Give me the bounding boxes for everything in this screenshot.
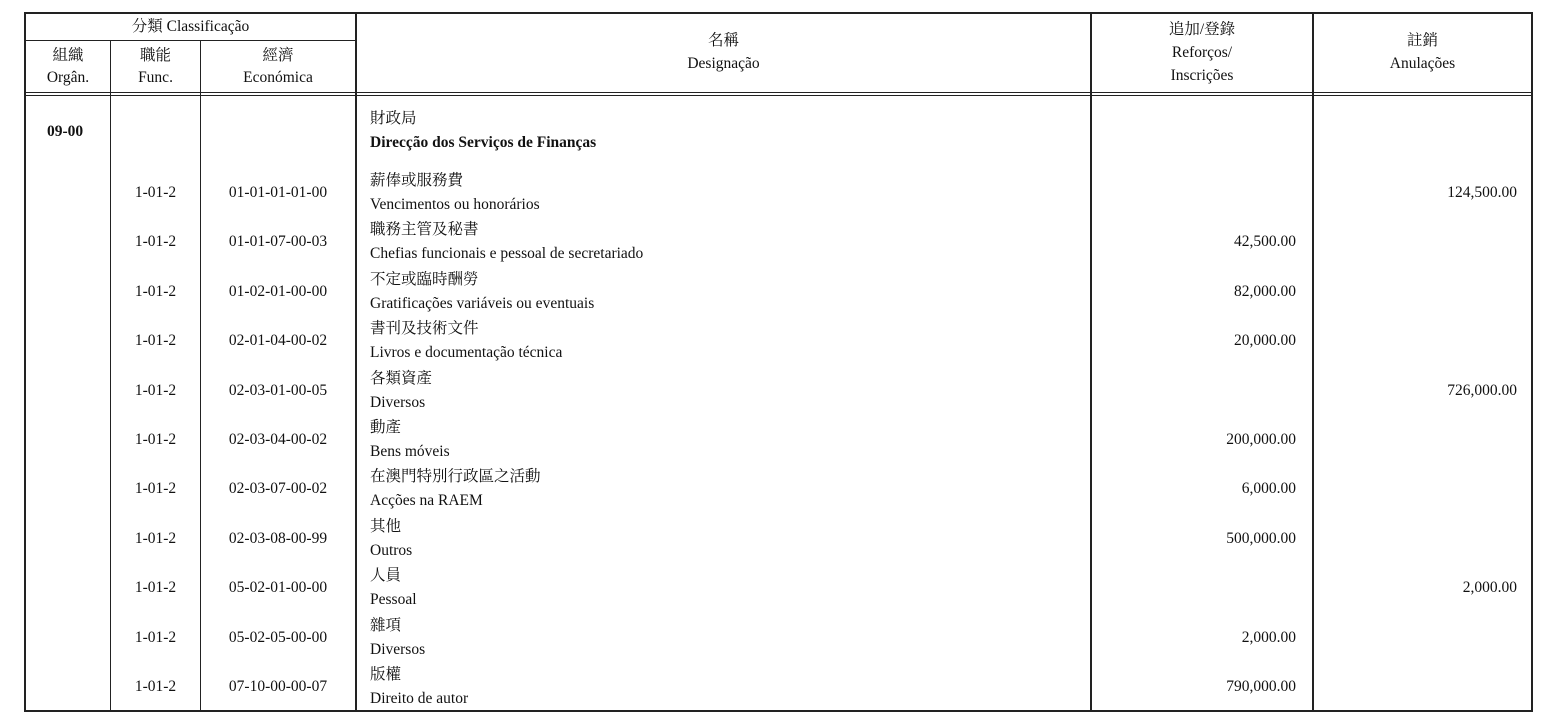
- header-econ-pt: Económica: [243, 69, 313, 86]
- rule-bottom: [24, 710, 1533, 712]
- header-name-pt: Designação: [687, 55, 760, 72]
- header-name-zh: 名稱: [707, 32, 739, 49]
- header-reinf-pt2: Inscrições: [1170, 67, 1234, 84]
- header-annul-zh: 註銷: [1406, 32, 1438, 49]
- row-func-code: 1-01-2: [134, 381, 177, 399]
- row-econ-code: 02-03-08-00-99: [228, 529, 328, 547]
- row-name-pt: Diversos: [370, 640, 426, 658]
- header-reinf-pt1: Reforços/: [1171, 44, 1233, 61]
- header-classification: 分類 Classificação: [131, 18, 250, 35]
- row-anulacao: 2,000.00: [1462, 579, 1517, 597]
- rule-header-bottom-1: [24, 92, 1533, 93]
- col-line-organ: [110, 40, 111, 712]
- row-func-code: 1-01-2: [134, 332, 177, 350]
- row-reinforco: 200,000.00: [1226, 431, 1296, 448]
- row-name-zh: 薪俸或服務費: [370, 172, 464, 189]
- header-reinf-zh: 追加/登錄: [1168, 21, 1236, 38]
- row-reinforco: 2,000.00: [1241, 628, 1296, 646]
- header-func-pt: Func.: [138, 69, 173, 86]
- header-econ-zh: 經濟: [262, 47, 294, 64]
- header-organ-zh: 組織: [52, 47, 84, 64]
- row-name-zh: 動產: [370, 419, 402, 436]
- row-name-pt: Livros e documentação técnica: [370, 344, 563, 362]
- row-name-zh: 各類資產: [370, 369, 433, 387]
- row-econ-code: 01-01-01-01-00: [228, 184, 328, 201]
- row-anulacao: 726,000.00: [1447, 381, 1517, 399]
- row-econ-code: 01-01-07-00-03: [228, 233, 328, 251]
- row-name-pt: Diversos: [370, 393, 426, 411]
- row-func-code: 1-01-2: [134, 233, 177, 251]
- rule-classification: [24, 40, 356, 41]
- row-reinforco: 42,500.00: [1234, 233, 1296, 251]
- row-name-zh: 其他: [370, 517, 402, 535]
- row-reinforco: 6,000.00: [1241, 480, 1296, 498]
- row-name-pt: Pessoal: [370, 591, 417, 609]
- organ-name-zh: 財政局: [370, 110, 417, 127]
- organ-name-pt: Direcção dos Serviços de Finanças: [370, 134, 597, 151]
- row-func-code: 1-01-2: [134, 431, 177, 448]
- row-name-pt: Gratificações variáveis ou eventuais: [370, 294, 595, 312]
- row-anulacao: 124,500.00: [1447, 184, 1517, 201]
- row-func-code: 1-01-2: [134, 579, 177, 597]
- row-name-zh: 書刊及技術文件: [370, 320, 479, 338]
- row-name-zh: 人員: [370, 567, 402, 585]
- col-line-func: [200, 40, 201, 712]
- row-econ-code: 05-02-05-00-00: [228, 628, 328, 646]
- col-line-name: [1090, 12, 1092, 712]
- col-line-reinf: [1312, 12, 1314, 712]
- row-reinforco: 500,000.00: [1226, 529, 1296, 547]
- rule-header-bottom-2: [24, 95, 1533, 96]
- row-reinforco: 20,000.00: [1234, 332, 1296, 350]
- row-econ-code: 01-02-01-00-00: [228, 282, 328, 300]
- row-func-code: 1-01-2: [134, 480, 177, 498]
- header-organ-pt: Orgân.: [46, 69, 90, 86]
- row-name-pt: Chefias funcionais e pessoal de secretariado: [370, 245, 644, 263]
- row-econ-code: 02-01-04-00-02: [228, 332, 328, 350]
- row-reinforco: 790,000.00: [1226, 678, 1296, 695]
- row-name-zh: 版權: [370, 666, 402, 683]
- col-line-econ: [355, 12, 357, 712]
- col-line-left: [24, 12, 26, 712]
- row-func-code: 1-01-2: [134, 628, 177, 646]
- row-func-code: 1-01-2: [134, 529, 177, 547]
- rule-top: [24, 12, 1533, 14]
- row-name-zh: 職務主管及秘書: [370, 221, 479, 239]
- organ-code: 09-00: [47, 123, 84, 140]
- row-econ-code: 02-03-07-00-02: [228, 480, 328, 498]
- row-econ-code: 05-02-01-00-00: [228, 579, 328, 597]
- row-func-code: 1-01-2: [134, 678, 177, 695]
- row-name-pt: Outros: [370, 541, 413, 559]
- row-econ-code: 07-10-00-00-07: [228, 678, 328, 695]
- row-name-pt: Vencimentos ou honorários: [370, 196, 540, 213]
- row-name-zh: 雜項: [370, 616, 402, 634]
- row-name-pt: Bens móveis: [370, 443, 450, 460]
- row-name-pt: Acções na RAEM: [370, 492, 483, 510]
- col-line-right: [1531, 12, 1533, 712]
- row-econ-code: 02-03-01-00-05: [228, 381, 328, 399]
- header-func-zh: 職能: [139, 47, 171, 64]
- row-func-code: 1-01-2: [134, 282, 177, 300]
- row-econ-code: 02-03-04-00-02: [228, 431, 328, 448]
- header-annul-pt: Anulações: [1389, 55, 1456, 72]
- row-func-code: 1-01-2: [134, 184, 177, 201]
- row-reinforco: 82,000.00: [1234, 282, 1296, 300]
- row-name-zh: 不定或臨時酬勞: [370, 270, 479, 288]
- row-name-pt: Direito de autor: [370, 690, 469, 707]
- row-name-zh: 在澳門特別行政區之活動: [370, 468, 541, 486]
